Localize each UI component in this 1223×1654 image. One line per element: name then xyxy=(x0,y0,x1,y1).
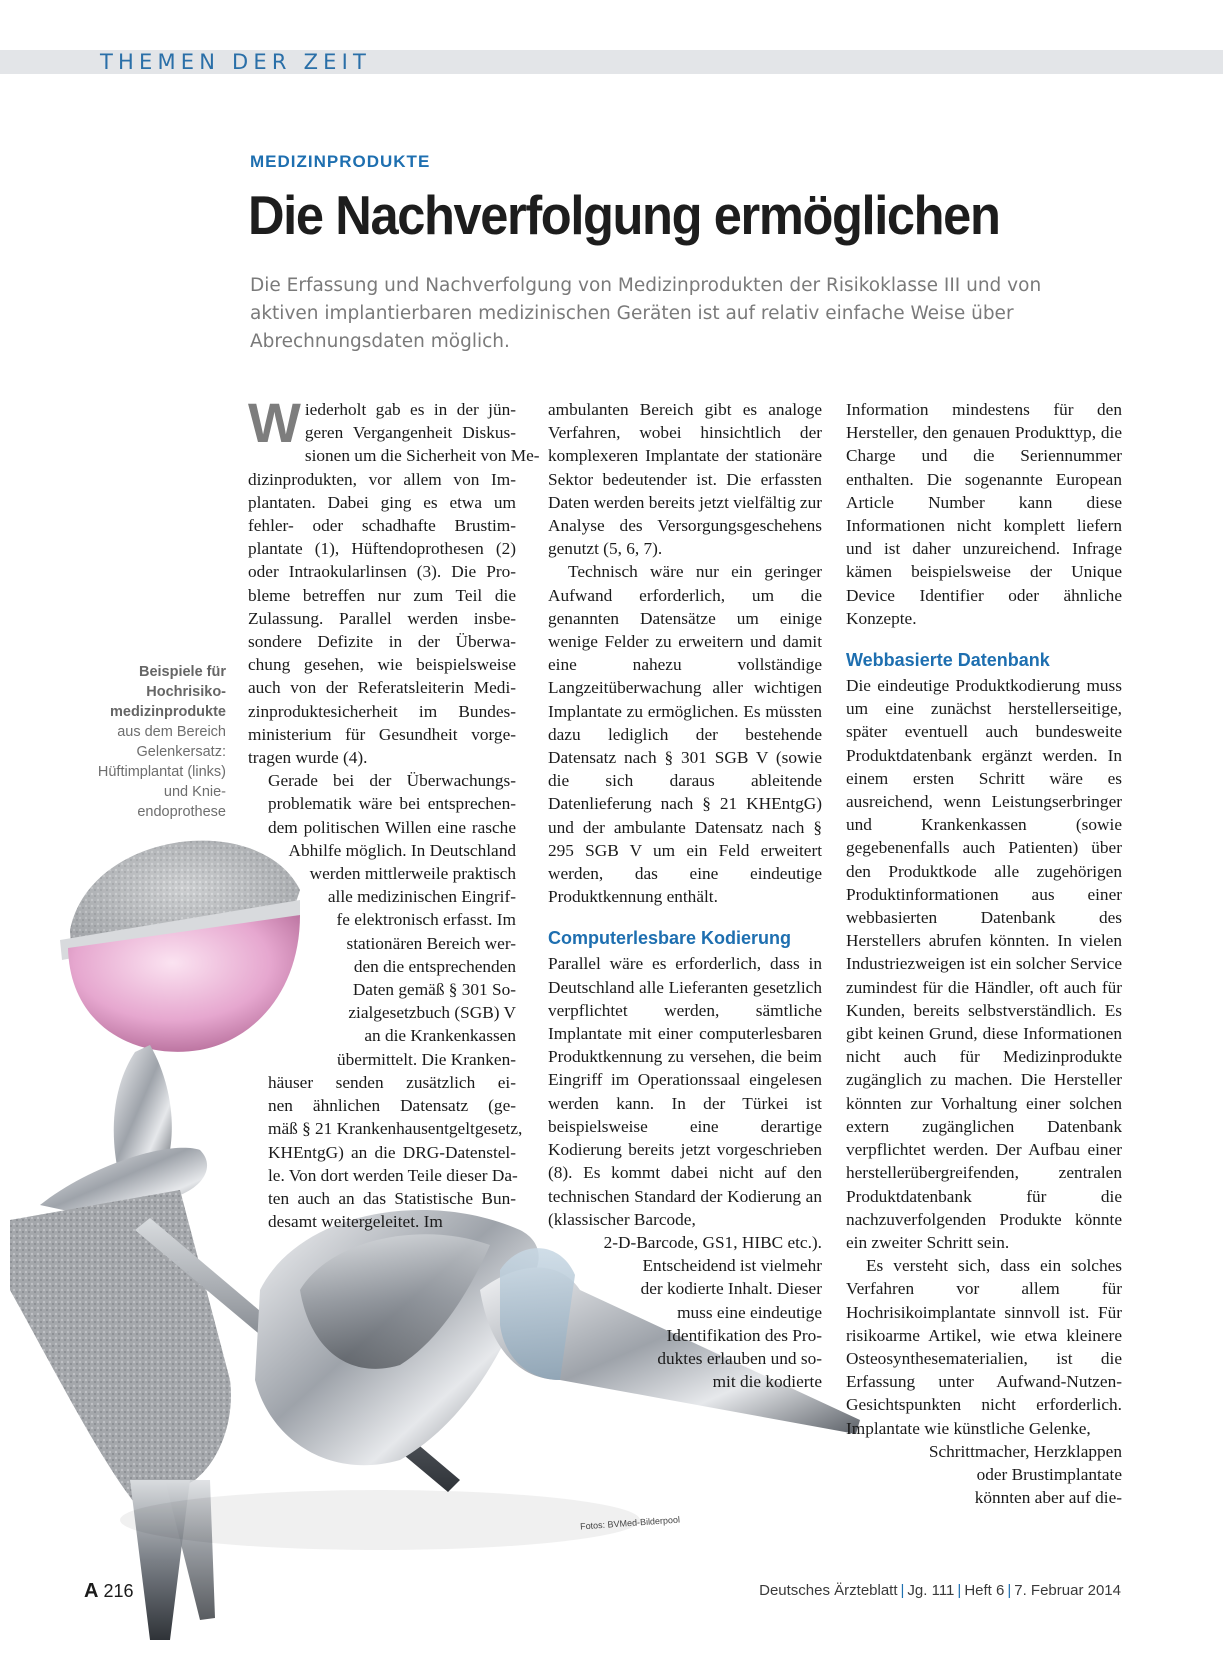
text-line: dem politischen Willen eine rasche xyxy=(268,817,516,837)
page-prefix: A xyxy=(84,1580,99,1602)
text-line: an die Krankenkassen xyxy=(364,1026,516,1046)
text-line: mäß § 21 Krankenhausentgeltgesetz, xyxy=(268,1119,523,1139)
column-2 xyxy=(548,398,822,1393)
text-line: sondere Defizite in der Überwa- xyxy=(248,632,516,652)
text-line: muss eine eindeutige xyxy=(677,1302,822,1322)
col2-paragraph-3: Parallel wäre es erforderlich, dass in Deutschland alle Lieferanten gesetzlich verpflichtet werden, sämtliche Implantate mit einer computerlesbaren Produktkennung zu versehen, die beim Eingriff im Operationssaal eingelesen werden kann. In der Türkei ist beispielsweise eine derartige Kodierung bereits jetzt vorgeschrieben (8). Es kommt dabei nicht auf den technischen Standard der Kodierung an (klassischer Barcode, xyxy=(548,954,822,1229)
text-line: alle medizinischen Eingrif- xyxy=(327,887,516,907)
col1-paragraph-2 xyxy=(248,769,523,1233)
text-line: plantaten. Dabei ging es etwa um xyxy=(248,492,516,512)
col3-paragraph-3-tail xyxy=(846,1440,1122,1510)
text-line: fehler- oder schadhafte Brustim- xyxy=(248,516,516,536)
text-line: KHEntgG) an die DRG-Datenstel- xyxy=(268,1142,516,1162)
text-line: den die entsprechenden xyxy=(353,956,516,976)
text-line: könnten aber auf die- xyxy=(974,1488,1122,1508)
article-lede: Die Erfassung und Nachverfolgung von Medizinprodukten der Risikoklasse III und von aktiven implantierbaren medizinischen Geräten ist auf relativ einfache Weise über Abrechnungsdaten möglich. xyxy=(250,275,1042,352)
footer-citation: Deutsches Ärzteblatt | Jg. 111 | Heft 6 | 7. Februar 2014 xyxy=(759,1582,1121,1599)
col3-paragraph-3: Es versteht sich, dass ein solches Verfahren vor allem für Hochrisikoimplantate sinnvoll ist. Für risikoarme Artikel, wie etwa kleinere Osteosynthesematerialien, ist die Erfassung unter Aufwand-Nutzen-Gesichtspunkten nicht erforderlich. Implantate wie künstliche Gelenke, xyxy=(846,1256,1122,1438)
journal-issue: Heft 6 xyxy=(964,1582,1005,1599)
col2-paragraph-1: ambulanten Bereich gibt es analoge Verfahren, wobei hinsichtlich der komplexeren Implantate der stationäre Sektor bedeutender ist. Die erfassten Daten werden bereits jetzt vielfältig zur Analyse des Versorgungsgeschehens genutzt (5, 6, 7). xyxy=(548,400,822,559)
text-line: ten auch an das Statistische Bun- xyxy=(268,1188,516,1208)
journal-name: Deutsches Ärzteblatt xyxy=(759,1582,898,1599)
text-line: zialgesetzbuch (SGB) V xyxy=(348,1003,516,1023)
text-line: stationären Bereich wer- xyxy=(346,933,516,953)
col3-paragraph-2: Die eindeutige Produktkodierung muss um eine zunächst herstellerseitige, später eventuell auch bundesweite Produktdatenbank ergänzt werden. In einem ersten Schritt wäre es ausreichend, wenn Leistungserbringer und Krankenkassen (sowie gegebenenfalls auch Patienten) über den Produktkode alle zugehörigen Produktinformationen aus einer webbasierten Datenbank des Herstellers abrufen könnten. In vielen Industriezweigen ist ein solcher Service zumindest für die Händler, oft auch für Kunden, bereits selbstverständlich. Es gibt keinen Grund, diese Informationen nicht auch für Medizinprodukte zugänglich zu machen. Die Hersteller könnten zur Vorhaltung einer solchen extern zugänglichen Datenbank verpflichtet werden. Der Aufbau einer herstellerübergreifenden, zentralen Produktdatenbank für die nachzuverfolgenden Produkte könnte ein zweiter Schritt sein. xyxy=(846,676,1122,1252)
text-line: übermittelt. Die Kranken- xyxy=(337,1049,516,1069)
text-line: nen ähnlichen Datensatz (ge- xyxy=(268,1096,516,1116)
page-number-value: 216 xyxy=(103,1581,134,1601)
text-line: Identifikation des Pro- xyxy=(666,1325,822,1345)
text-line: zinproduktesicherheit im Bundes- xyxy=(248,701,516,721)
text-line: tragen wurde (4). xyxy=(248,748,368,768)
text-line: problematik wäre bei entsprechen- xyxy=(268,794,516,814)
text-line: chung gesehen, wie beispielsweise xyxy=(248,655,516,675)
section-label: THEMEN DER ZEIT xyxy=(100,50,372,74)
col2-paragraph-3-tail xyxy=(548,1231,822,1393)
text-line: ministerium für Gesundheit vorge- xyxy=(248,724,516,744)
text-line: sionen um die Sicherheit von Me- xyxy=(304,446,540,466)
page-number xyxy=(84,1580,134,1603)
col3-paragraph-1: Information mindestens für den Hersteller, den genauen Produkttyp, die Charge und die Seriennummer enthalten. Die sogenannte European Article Number kann diese Informationen nicht komplett liefern und ist daher unzureichend. Infrage kämen beispielsweise der Unique Device Identifier oder ähnliche Konzepte. xyxy=(846,400,1122,628)
dropcap: W xyxy=(248,391,301,454)
col2-paragraph-2: Technisch wäre nur ein geringer Aufwand erforderlich, um die genannten Datensätze um einige wenige Felder zu erweitern und damit eine nahezu vollständige Langzeitüberwachung aller wichtigen Implantate zu ermöglichen. Es müssten dazu lediglich der bestehende Datensatz nach § 301 SGB V (sowie die sich daraus ableitende Datenlieferung nach § 21 KHEntgG) und der ambulante Datensatz nach § 295 SGB V um ein Feld erweitert werden, das eine eindeutige Produktkennung enthält. xyxy=(548,562,822,907)
text-line: fe elektronisch erfasst. Im xyxy=(336,910,516,930)
text-line: 2-D-Barcode, GS1, HIBC etc.). xyxy=(603,1232,822,1252)
caption-head: Beispiele für Hochrisiko-medizinprodukte xyxy=(109,664,226,720)
article-kicker: MEDIZINPRODUKTE xyxy=(250,152,431,171)
text-line: bleme betreffen nur zum Teil die xyxy=(248,585,516,605)
article-title: Die Nachverfolgung ermöglichen xyxy=(248,184,1000,246)
text-line: desamt weitergeleitet. Im xyxy=(268,1212,443,1232)
text-line: häuser senden zusätzlich ei- xyxy=(268,1072,516,1092)
text-line: dizinprodukten, vor allem von Im- xyxy=(248,469,516,489)
text-line: oder Brustimplantate xyxy=(976,1464,1122,1484)
text-line: auch von der Referatsleiterin Medi- xyxy=(248,678,516,698)
text-line: Gerade bei der Überwachungs- xyxy=(268,771,516,791)
text-line: duktes erlauben und so- xyxy=(657,1348,822,1368)
text-line: werden mittlerweile praktisch xyxy=(309,864,516,884)
text-line: le. Von dort werden Teile dieser Da- xyxy=(268,1165,518,1185)
text-line: geren Vergangenheit Diskus- xyxy=(304,423,516,443)
photo-credit: Fotos: BVMed-Bilderpool xyxy=(579,1514,681,1532)
col3-subhead: Webbasierte Datenbank xyxy=(846,650,1050,671)
journal-volume: Jg. 111 xyxy=(907,1582,955,1599)
column-3 xyxy=(846,398,1122,1509)
col2-subhead: Computerlesbare Kodierung xyxy=(548,928,792,949)
column-1 xyxy=(248,391,540,1233)
text-line: Schrittmacher, Herzklappen xyxy=(928,1441,1122,1461)
text-line: oder Intraokularlinsen (3). Die Pro- xyxy=(248,562,516,582)
text-line: Abhilfe möglich. In Deutschland xyxy=(288,840,516,860)
journal-date: 7. Februar 2014 xyxy=(1014,1582,1121,1599)
text-line: Zulassung. Parallel werden insbe- xyxy=(248,608,516,628)
text-line: iederholt gab es in der jün- xyxy=(304,400,516,419)
caption-body: aus dem Bereich Gelenkersatz: Hüftimplantat (links) und Knie-endoprothese xyxy=(97,724,226,820)
figure-caption xyxy=(96,662,226,822)
text-line: Entscheidend ist vielmehr xyxy=(642,1256,822,1276)
text-line: Daten gemäß § 301 So- xyxy=(352,980,516,1000)
text-line: mit die kodierte xyxy=(712,1372,822,1392)
text-line: der kodierte Inhalt. Dieser xyxy=(640,1279,822,1299)
text-line: plantate (1), Hüftendoprothesen (2) xyxy=(248,539,516,559)
